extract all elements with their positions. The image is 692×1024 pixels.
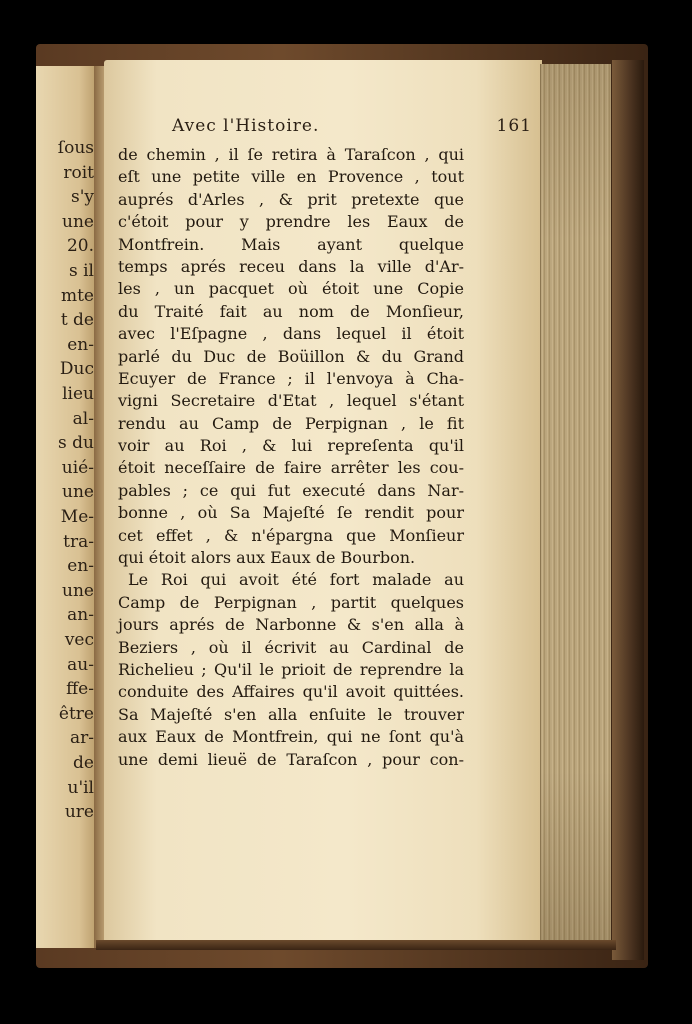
text-line: parlé du Duc de Boüillon & du Grand: [118, 346, 464, 366]
left-page-fragment: en-: [67, 556, 94, 577]
text-line: Montfrein. Mais ayant quelque: [118, 234, 464, 254]
right-page: [104, 60, 542, 946]
left-page-fragment: au-: [67, 654, 94, 675]
text-line: temps aprés receu dans la ville d'Ar-: [118, 256, 464, 276]
page-fore-edge: [540, 64, 611, 948]
text-line: voir au Roi , & lui repreſenta qu'il: [118, 436, 464, 456]
left-page-fragment: uié-: [61, 457, 94, 478]
left-page-fragment: ſous: [57, 138, 94, 158]
text-line: Richelieu ; Qu'il le prioit de reprendre la: [118, 659, 464, 679]
left-page-fragment: an-: [67, 605, 94, 626]
text-line: une demi lieuë de Taraſcon , pour con-: [118, 749, 464, 769]
text-line: eſt une petite ville en Provence , tout: [118, 167, 464, 187]
book-binding-edge: [612, 60, 644, 960]
left-page-fragment: une: [62, 580, 94, 601]
text-line: auprés d'Arles , & prit pretexte que: [118, 189, 464, 209]
left-page-fragment: être: [58, 703, 94, 724]
running-title: Avec l'Histoire.: [172, 116, 320, 136]
text-line: les , un pacquet où étoit une Copie: [118, 279, 464, 299]
text-line: pables ; ce qui fut executé dans Nar-: [118, 480, 464, 500]
text-line: du Traité fait au nom de Monſieur,: [118, 301, 464, 321]
left-page-fragment: mte: [60, 285, 94, 306]
text-line: bonne , où Sa Majeſté ſe rendit pour: [118, 503, 464, 523]
left-page-fragment: u'il: [67, 777, 94, 798]
text-line: vigni Secretaire d'Etat , lequel s'étant: [118, 391, 464, 411]
left-page-fragment: une: [62, 482, 94, 503]
text-line: Le Roi qui avoit été fort malade au: [128, 570, 464, 590]
left-page-fragment: ure: [64, 802, 94, 823]
text-line: cet effet , & n'épargna que Monſieur: [118, 525, 464, 545]
left-page-fragment: roit: [63, 162, 94, 183]
text-line: aux Eaux de Montfrein, qui ne ſont qu'à: [118, 727, 464, 747]
text-line: conduite des Affaires qu'il avoit quittées.: [118, 682, 464, 702]
text-line: jours aprés de Narbonne & s'en alla à: [118, 615, 464, 635]
text-line: Camp de Perpignan , partit quelques: [118, 592, 464, 612]
left-page-fragment: ffe-: [66, 679, 94, 700]
left-page-fragment: Me-: [60, 507, 94, 527]
text-line: de chemin , il ſe retira à Taraſcon , qui: [118, 145, 464, 164]
text-line: rendu au Camp de Perpignan , le fit: [118, 413, 464, 433]
page-number: 161: [496, 116, 532, 136]
page-body: [118, 144, 464, 771]
text-line: avec l'Eſpagne , dans lequel il étoit: [118, 324, 464, 344]
text-line: étoit neceſſaire de faire arrêter les cou-: [118, 458, 464, 478]
running-head: [170, 116, 532, 140]
left-page-fragment: lieu: [62, 384, 94, 404]
text-line: c'étoit pour y prendre les Eaux de: [118, 212, 464, 232]
left-page-fragment: une: [62, 211, 94, 232]
left-page: [36, 66, 98, 948]
left-page-fragment: t de: [60, 310, 94, 331]
left-page-fragment: 20.: [66, 236, 94, 257]
left-page-fragment: s il: [68, 261, 94, 281]
left-page-fragment: en-: [67, 334, 94, 355]
book-bottom-edge: [96, 940, 616, 950]
left-page-fragment: Duc: [59, 359, 94, 380]
left-page-fragment: vec: [64, 630, 94, 650]
left-page-fragment: s du: [58, 433, 94, 454]
left-page-fragment: s'y: [70, 187, 94, 208]
text-line: Sa Majeſté s'en alla enſuite le trouver: [118, 704, 464, 724]
left-page-fragment: ar-: [69, 728, 94, 749]
left-page-fragment: al-: [72, 408, 94, 429]
text-line: Ecuyer de France ; il l'envoya à Cha-: [118, 368, 464, 388]
text-line: qui étoit alors aux Eaux de Bourbon.: [118, 548, 416, 568]
left-page-fragment: de: [73, 753, 94, 773]
left-page-fragment: tra-: [63, 531, 94, 552]
text-line: Beziers , où il écrivit au Cardinal de: [118, 637, 464, 657]
